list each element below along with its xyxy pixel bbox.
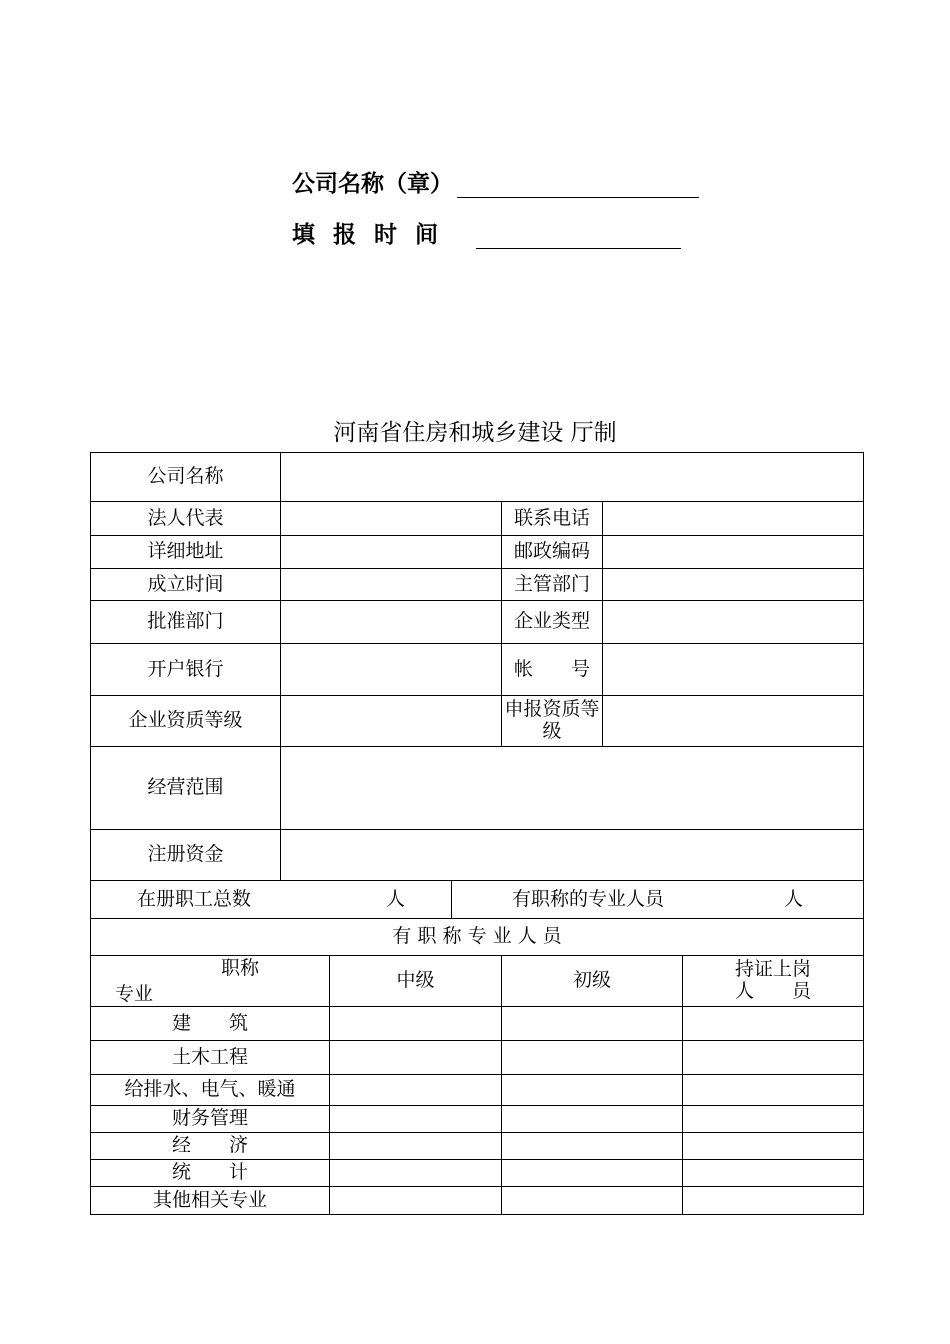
company-name-cell: 公司名称	[91, 453, 281, 502]
major-label: 经 济	[91, 1133, 330, 1160]
corner-header-major: 专业	[115, 983, 154, 1006]
issuer-title: 河南省住房和城乡建设 厅制	[333, 420, 617, 446]
company-name-header	[292, 165, 699, 198]
approver-value[interactable]	[281, 601, 502, 644]
phone-value[interactable]	[603, 502, 864, 536]
report-date-blank[interactable]	[476, 222, 681, 249]
company-name-label: 公司名称（章）	[292, 171, 453, 197]
staff-section-title: 有 职 称 专 业 人 员	[91, 919, 864, 956]
junior-value[interactable]	[502, 1187, 683, 1215]
table-row	[91, 502, 864, 536]
mid-value[interactable]	[330, 1041, 502, 1075]
table-row	[91, 1075, 864, 1106]
current-level-cell: 企业资质等级	[91, 696, 281, 747]
table-row	[91, 956, 864, 1007]
titled-staff-unit: 人	[784, 887, 804, 910]
mid-value[interactable]	[330, 1106, 502, 1133]
mid-value[interactable]	[330, 1160, 502, 1187]
mid-value[interactable]	[330, 1187, 502, 1215]
scope-value[interactable]	[281, 747, 864, 830]
table-row	[91, 830, 864, 881]
table-row	[91, 601, 864, 644]
col-header-mid: 中级	[330, 956, 502, 1007]
table-row	[91, 696, 864, 747]
postcode-cell: 邮政编码	[502, 536, 603, 569]
corner-header-title: 职称	[220, 957, 259, 979]
scope-cell: 经营范围	[91, 747, 281, 830]
col-header-cert-line2: 人 员	[735, 980, 812, 1002]
col-header-cert	[683, 956, 864, 1007]
company-name-value[interactable]	[281, 453, 864, 502]
table-row	[91, 919, 864, 956]
major-label: 其他相关专业	[91, 1187, 330, 1215]
cert-value[interactable]	[683, 1007, 864, 1041]
address-value[interactable]	[281, 536, 502, 569]
table-row	[91, 1007, 864, 1041]
table-row	[91, 569, 864, 601]
approver-cell: 批准部门	[91, 601, 281, 644]
enterprise-type-value[interactable]	[603, 601, 864, 644]
junior-value[interactable]	[502, 1106, 683, 1133]
table-row	[91, 644, 864, 696]
account-cell: 帐 号	[502, 644, 603, 696]
table-row	[91, 536, 864, 569]
table-row	[91, 1041, 864, 1075]
junior-value[interactable]	[502, 1007, 683, 1041]
bank-value[interactable]	[281, 644, 502, 696]
enterprise-type-cell: 企业类型	[502, 601, 603, 644]
supervisor-cell: 主管部门	[502, 569, 603, 601]
legal-rep-cell: 法人代表	[91, 502, 281, 536]
corner-header-cell	[91, 956, 330, 1007]
table-row	[91, 1160, 864, 1187]
phone-cell: 联系电话	[502, 502, 603, 536]
capital-cell: 注册资金	[91, 830, 281, 881]
table-row	[91, 1106, 864, 1133]
account-value[interactable]	[603, 644, 864, 696]
mid-value[interactable]	[330, 1133, 502, 1160]
apply-level-cell: 申报资质等级	[502, 696, 603, 747]
date-label-char: 时	[374, 222, 397, 248]
legal-rep-value[interactable]	[281, 502, 502, 536]
col-header-junior: 初级	[502, 956, 683, 1007]
capital-value[interactable]	[281, 830, 864, 881]
major-label: 统 计	[91, 1160, 330, 1187]
major-label: 建 筑	[91, 1007, 330, 1041]
bank-cell: 开户银行	[91, 644, 281, 696]
founded-cell: 成立时间	[91, 569, 281, 601]
cert-value[interactable]	[683, 1106, 864, 1133]
staff-total-label: 在册职工总数	[137, 887, 252, 910]
apply-level-value[interactable]	[603, 696, 864, 747]
junior-value[interactable]	[502, 1160, 683, 1187]
junior-value[interactable]	[502, 1075, 683, 1106]
report-date-header	[292, 216, 681, 249]
founded-value[interactable]	[281, 569, 502, 601]
mid-value[interactable]	[330, 1007, 502, 1041]
application-form-table	[90, 452, 864, 1215]
cert-value[interactable]	[683, 1133, 864, 1160]
titled-staff-label: 有职称的专业人员	[512, 887, 665, 910]
date-label-char: 报	[333, 222, 356, 248]
table-row	[91, 881, 864, 919]
staff-total-unit: 人	[385, 887, 405, 910]
major-label: 财务管理	[91, 1106, 330, 1133]
table-row	[91, 1133, 864, 1160]
current-level-value[interactable]	[281, 696, 502, 747]
staff-total-cell[interactable]	[91, 881, 452, 919]
cert-value[interactable]	[683, 1075, 864, 1106]
junior-value[interactable]	[502, 1133, 683, 1160]
table-row	[91, 747, 864, 830]
date-label-char: 间	[415, 222, 438, 248]
major-label: 给排水、电气、暖通	[91, 1075, 330, 1106]
postcode-value[interactable]	[603, 536, 864, 569]
cert-value[interactable]	[683, 1160, 864, 1187]
major-label: 土木工程	[91, 1041, 330, 1075]
table-row	[91, 1187, 864, 1215]
company-name-blank[interactable]	[457, 171, 699, 198]
supervisor-value[interactable]	[603, 569, 864, 601]
mid-value[interactable]	[330, 1075, 502, 1106]
col-header-cert-line1: 持证上岗	[735, 958, 812, 981]
junior-value[interactable]	[502, 1041, 683, 1075]
cert-value[interactable]	[683, 1187, 864, 1215]
address-cell: 详细地址	[91, 536, 281, 569]
date-label-char: 填	[292, 222, 315, 248]
table-row	[91, 453, 864, 502]
cert-value[interactable]	[683, 1041, 864, 1075]
titled-staff-cell[interactable]	[452, 881, 864, 919]
